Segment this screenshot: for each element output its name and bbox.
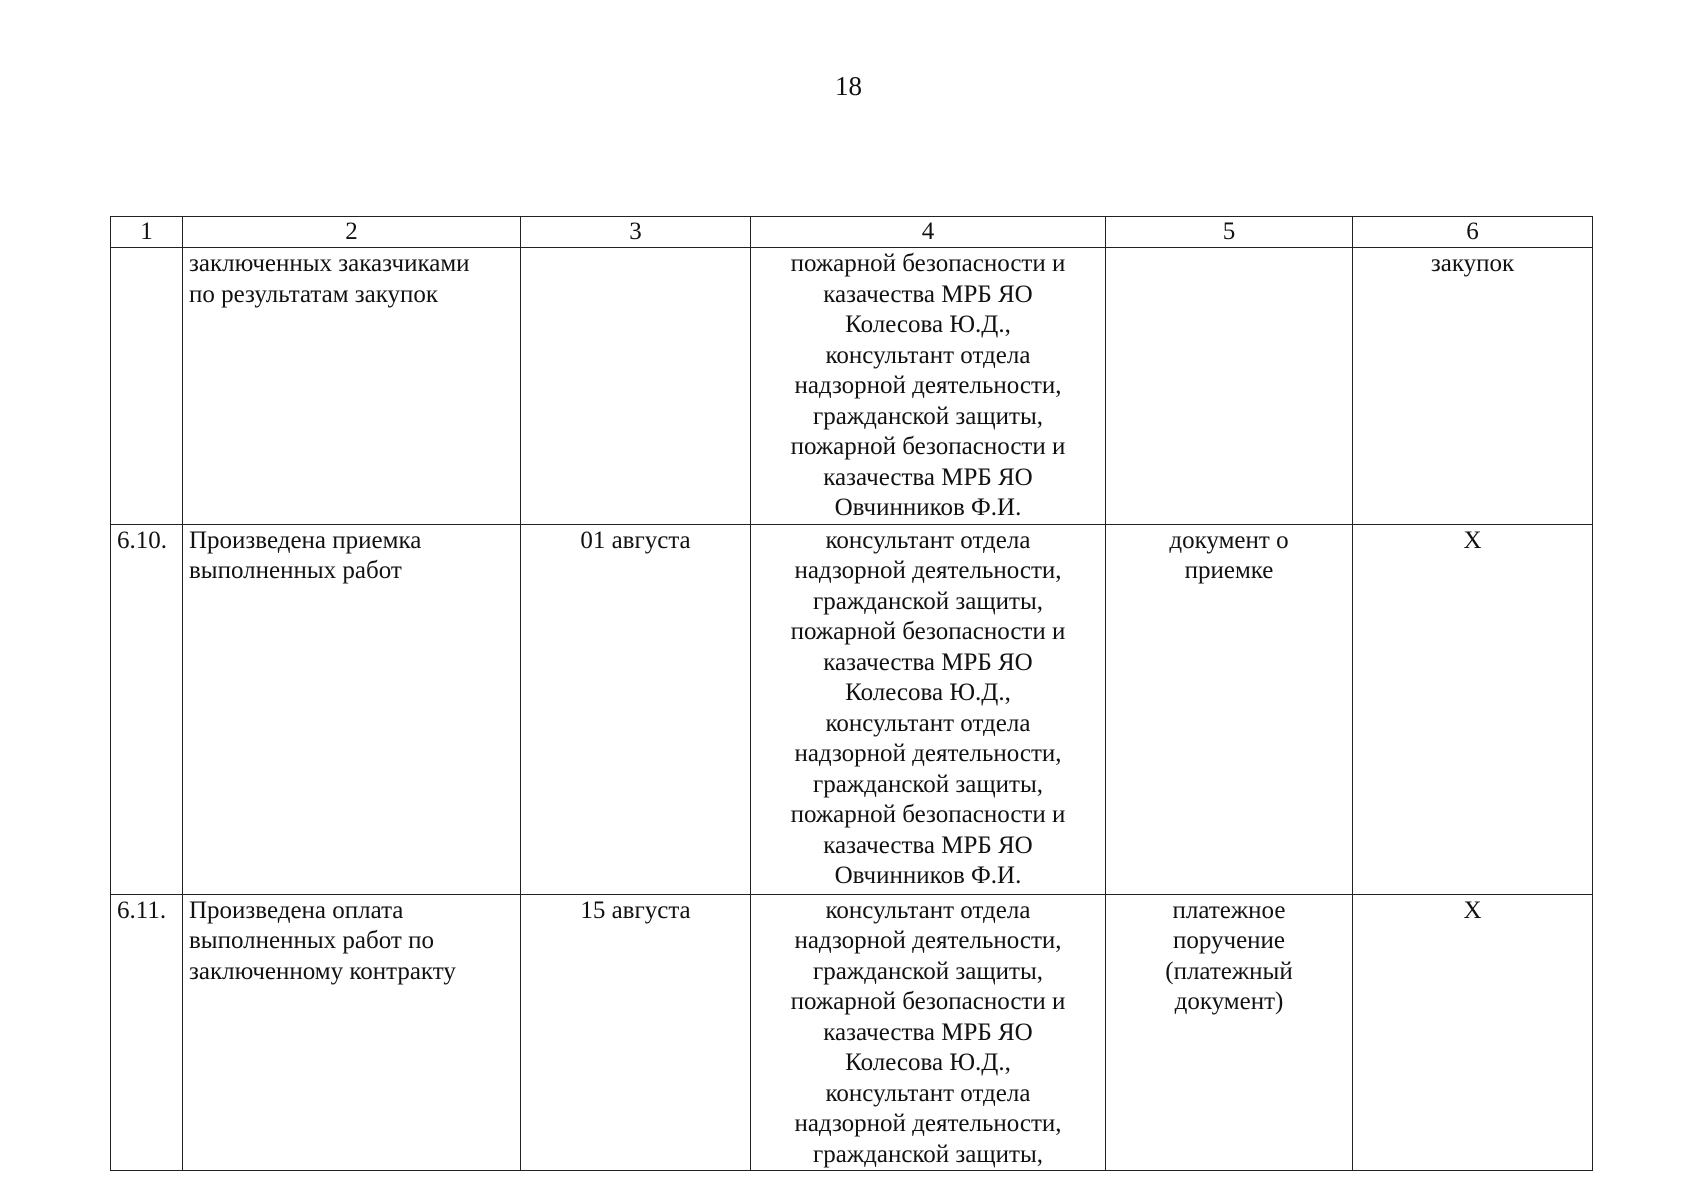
table-row bbox=[111, 248, 1593, 525]
document-line: документ) bbox=[1174, 988, 1284, 1015]
date-cell: 01 августа bbox=[521, 524, 751, 894]
responsible-line: Овчинников Ф.И. bbox=[834, 862, 1022, 889]
event-line: Произведена приемка bbox=[189, 526, 422, 554]
row-number-cell: 6.10. bbox=[111, 524, 183, 894]
responsible-line: Овчинников Ф.И. bbox=[834, 494, 1022, 521]
document-cell bbox=[1106, 248, 1353, 525]
responsible-line: пожарной безопасности и bbox=[790, 801, 1066, 828]
event-line: заключенному контракту bbox=[189, 957, 456, 985]
plan-table bbox=[110, 216, 1593, 1171]
responsible-cell bbox=[751, 524, 1106, 894]
document-line: поручение bbox=[1172, 927, 1286, 954]
event-line: выполненных работ по bbox=[189, 927, 434, 954]
responsible-line: надзорной деятельности, bbox=[794, 372, 1062, 399]
responsible-line: консультант отдела bbox=[825, 341, 1031, 369]
event-cell bbox=[183, 524, 521, 894]
responsible-line: консультант отдела bbox=[825, 526, 1031, 554]
table-row bbox=[111, 524, 1593, 894]
event-line: выполненных работ bbox=[189, 557, 402, 584]
date-cell: 15 августа bbox=[521, 894, 751, 1171]
responsible-line: казачества МРБ ЯО bbox=[823, 280, 1033, 308]
responsible-line: консультант отдела bbox=[825, 1079, 1031, 1107]
responsible-line: надзорной деятельности, bbox=[794, 740, 1062, 767]
column-header-4: 4 bbox=[751, 217, 1106, 248]
responsible-line: гражданской защиты, bbox=[813, 770, 1043, 798]
document-cell bbox=[1106, 894, 1353, 1171]
column-header-1: 1 bbox=[111, 217, 183, 248]
responsible-line: Колесова Ю.Д., bbox=[845, 679, 1011, 706]
event-cell bbox=[183, 894, 521, 1171]
event-line: по результатам закупок bbox=[189, 280, 439, 308]
event-line: заключенных заказчиками bbox=[189, 250, 470, 277]
document-line: платежное bbox=[1172, 896, 1286, 924]
column-number-row bbox=[111, 217, 1593, 248]
responsible-line: пожарной безопасности и bbox=[790, 618, 1066, 645]
column-header-5: 5 bbox=[1106, 217, 1353, 248]
responsible-line: пожарной безопасности и bbox=[790, 250, 1066, 277]
responsible-line: консультант отдела bbox=[825, 896, 1031, 924]
document-line: (платежный bbox=[1165, 957, 1293, 985]
event-cell bbox=[183, 248, 521, 525]
page-number: 18 bbox=[835, 71, 862, 101]
row-number-cell bbox=[111, 248, 183, 525]
responsible-line: гражданской защиты, bbox=[813, 957, 1043, 985]
date-cell bbox=[521, 248, 751, 525]
responsible-line: казачества МРБ ЯО bbox=[823, 463, 1033, 491]
row-number-cell: 6.11. bbox=[111, 894, 183, 1171]
responsible-line: консультант отдела bbox=[825, 709, 1031, 737]
note-cell: Х bbox=[1353, 524, 1593, 894]
responsible-line: Колесова Ю.Д., bbox=[845, 311, 1011, 338]
responsible-line: гражданской защиты, bbox=[813, 1140, 1043, 1168]
responsible-line: пожарной безопасности и bbox=[790, 988, 1066, 1015]
column-header-6: 6 bbox=[1353, 217, 1593, 248]
responsible-line: надзорной деятельности, bbox=[794, 1110, 1062, 1137]
responsible-cell bbox=[751, 248, 1106, 525]
event-line: Произведена оплата bbox=[189, 896, 404, 924]
responsible-line: казачества МРБ ЯО bbox=[823, 648, 1033, 676]
document-cell bbox=[1106, 524, 1353, 894]
responsible-line: надзорной деятельности, bbox=[794, 927, 1062, 954]
document-line: приемке bbox=[1184, 557, 1274, 584]
responsible-line: казачества МРБ ЯО bbox=[823, 831, 1033, 859]
responsible-line: Колесова Ю.Д., bbox=[845, 1049, 1011, 1076]
responsible-cell bbox=[751, 894, 1106, 1171]
responsible-line: казачества МРБ ЯО bbox=[823, 1018, 1033, 1046]
responsible-line: пожарной безопасности и bbox=[790, 433, 1066, 460]
table-row bbox=[111, 894, 1593, 1171]
column-header-2: 2 bbox=[183, 217, 521, 248]
note-cell: Х bbox=[1353, 894, 1593, 1171]
note-cell: закупок bbox=[1353, 248, 1593, 525]
responsible-line: гражданской защиты, bbox=[813, 402, 1043, 430]
document-line: документ о bbox=[1169, 526, 1289, 554]
responsible-line: надзорной деятельности, bbox=[794, 557, 1062, 584]
column-header-3: 3 bbox=[521, 217, 751, 248]
responsible-line: гражданской защиты, bbox=[813, 587, 1043, 615]
